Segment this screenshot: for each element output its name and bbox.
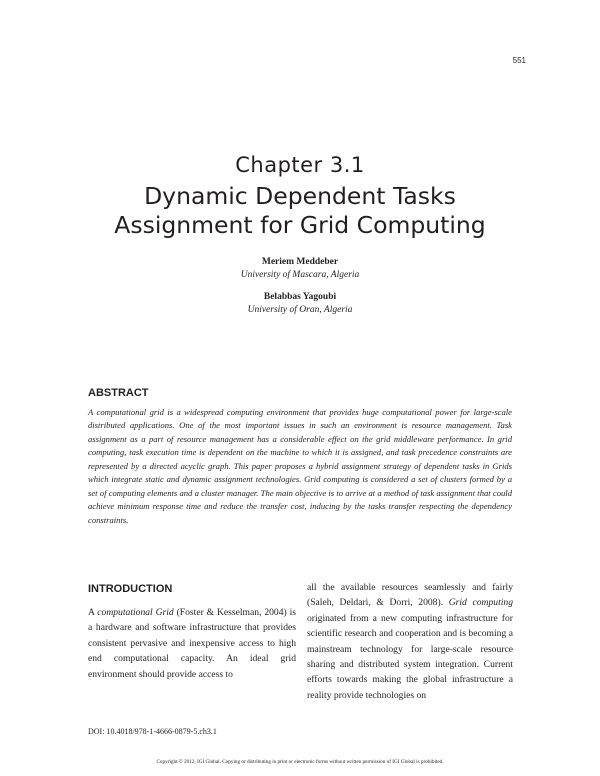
chapter-title-line-2: Assignment for Grid Computing [114,211,486,239]
intro-text: originated from a new computing infrastructure for scientific research and cooperation and is becoming a mainstream technology for large-scale resource sharing and distributed system integration. Current efforts towards making the global infrastructure a reality provide technologies on [307,612,513,701]
page-number: 551 [512,56,526,65]
chapter-label: Chapter 3.1 [235,153,365,177]
introduction-heading: INTRODUCTION [88,583,173,595]
intro-term: computational Grid [97,607,174,618]
author-block [0,256,600,282]
intro-text: all the available resources seamlessly and fairly (Saleh, Deldari, & Dorri, 2008). [307,582,513,609]
intro-text: (Foster & Kesselman, 2004) is a hardware and software infrastructure that provides consistent pervasive and inexpensive access to high end computational capacity. An ideal grid environment should provide access to [88,607,296,680]
author-affiliation: University of Mascara, Algeria [240,270,360,280]
intro-term: Grid computing [448,597,513,609]
abstract-text: A computational grid is a widespread computing environment that provides huge computational power for large-scale distributed applications. One of the most important issues in such an environment is resource management. Task assignment as a part of resource management has a considerable effect on the grid middleware performance. In grid computing, task execution time is dependent on the machine to which it is assigned, and task precedence constraints are represented by a directed acyclic graph. This paper proposes a hybrid assignment strategy of dependent tasks in Grids which integrate static and dynamic assignment technologies. Grid computing is considered a set of clusters formed by a set of computing elements and a cluster manager. The main objective is to arrive at a method of task assignment that could achieve minimum response time and reduce the transfer cost, inducing by the tasks transfer respecting the dependency constraints. [88,407,512,525]
abstract-heading: ABSTRACT [88,387,149,399]
copyright-notice: Copyright © 2012, IGI Global. Copying or distributing in print or electronic forms without written permission of IGI Global is prohibited. [156,759,444,765]
author-name: Meriem Meddeber [261,257,339,267]
intro-text: A [88,607,98,618]
introduction-right-column [307,580,513,703]
doi: DOI: 10.4018/978-1-4666-0879-5.ch3.1 [88,727,217,736]
author-name: Belabbas Yagoubi [263,292,337,302]
author-block [0,291,600,317]
chapter-title [0,182,600,240]
introduction-left-column [88,605,296,682]
author-affiliation: University of Oran, Algeria [247,305,353,315]
chapter-title-line-1: Dynamic Dependent Tasks [144,182,456,210]
